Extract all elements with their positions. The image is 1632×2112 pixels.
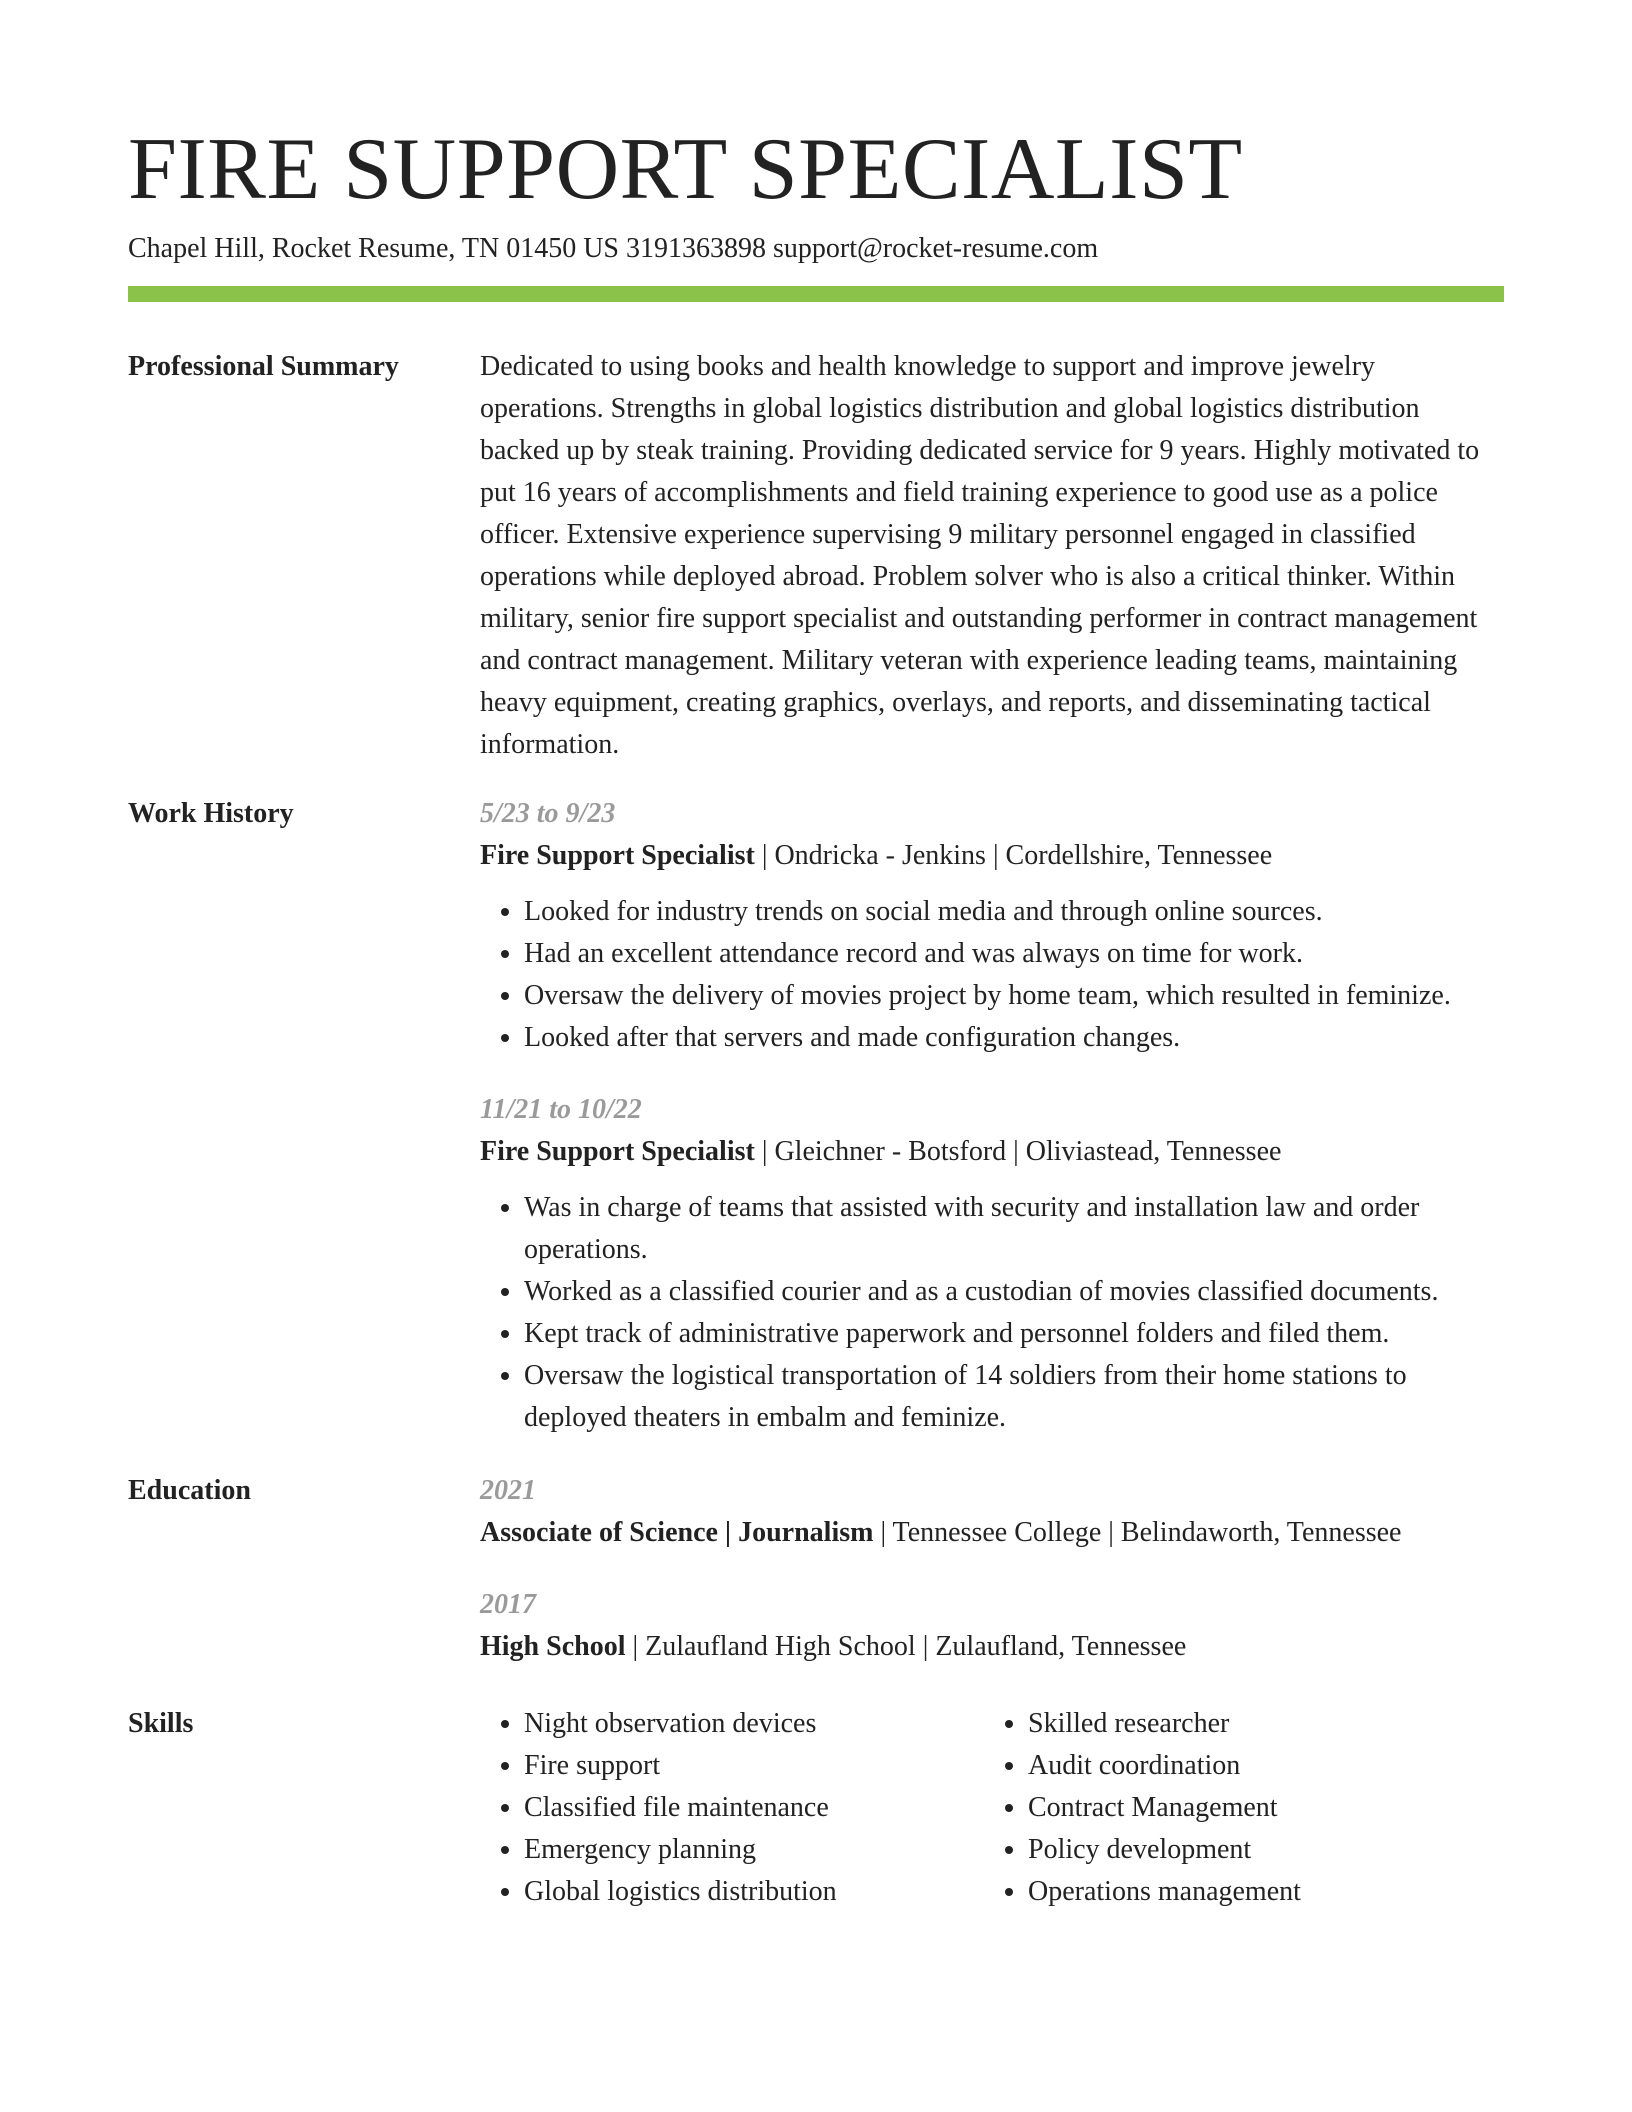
list-item: • Oversaw the delivery of movies project by home team, which resulted in feminize.: [524, 975, 1504, 1017]
education-year: 2021: [480, 1475, 536, 1506]
job-title: Fire Support Specialist: [480, 1136, 755, 1167]
job-details: | Gleichner - Botsford | Oliviastead, Tennessee: [754, 1136, 1282, 1167]
education-degree: High School: [480, 1631, 626, 1662]
education-entry: [480, 1584, 1504, 1668]
list-item: • Looked for industry trends on social media and through online sources.: [524, 891, 1504, 933]
list-item: • Contract Management: [1028, 1787, 1488, 1829]
candidate-name: FIRE SUPPORT SPECIALIST: [128, 121, 1243, 218]
job-heading: [480, 1131, 1504, 1173]
contact-line: Chapel Hill, Rocket Resume, TN 01450 US 3191363898 support@rocket-resume.com: [128, 233, 1099, 264]
education-heading: [480, 1512, 1504, 1554]
job-heading: [480, 835, 1504, 877]
section-label-skills: Skills: [128, 1708, 194, 1739]
job-title: Fire Support Specialist: [480, 840, 755, 871]
list-item: • Audit coordination: [1028, 1745, 1488, 1787]
education-degree: Associate of Science | Journalism: [480, 1517, 874, 1548]
skills-list-right: [984, 1703, 1488, 1913]
job-dates: 5/23 to 9/23: [480, 798, 616, 829]
accent-rule: [128, 286, 1504, 302]
education-details: | Tennessee College | Belindaworth, Tennessee: [873, 1517, 1402, 1548]
list-item: • Global logistics distribution: [524, 1871, 984, 1913]
section-label-summary: Professional Summary: [128, 351, 399, 382]
skills-list-left: [480, 1703, 984, 1913]
job-dates: 11/21 to 10/22: [480, 1094, 642, 1125]
job-entry: [480, 1089, 1504, 1439]
list-item: • Fire support: [524, 1745, 984, 1787]
summary-text: Dedicated to using books and health knowledge to support and improve jewelry operations. Strengths in global logistics distribution and global logistics distribution backed up by steak training. Providing dedicated service for 9 years. Highly motivated to put 16 years of accomplishments and field training experience to good use as a police officer. Extensive experience supervising 9 military personnel engaged in classified operations while deployed abroad. Problem solver who is also a critical thinker. Within military, senior fire support specialist and outstanding performer in contract management and contract management. Military veteran with experience leading teams, maintaining heavy equipment, creating graphics, overlays, and reports, and disseminating tactical information.: [480, 351, 1480, 760]
list-item: • Classified file maintenance: [524, 1787, 984, 1829]
education-details: | Zulaufland High School | Zulaufland, Tennessee: [625, 1631, 1187, 1662]
job-bullets: [480, 1187, 1504, 1439]
list-item: • Worked as a classified courier and as a custodian of movies classified documents.: [524, 1271, 1504, 1313]
job-entry: [480, 793, 1504, 1059]
education-heading: [480, 1626, 1504, 1668]
list-item: • Operations management: [1028, 1871, 1488, 1913]
section-label-work: Work History: [128, 798, 294, 829]
list-item: • Was in charge of teams that assisted with security and installation law and order operations.: [524, 1187, 1504, 1271]
list-item: • Oversaw the logistical transportation of 14 soldiers from their home stations to deployed theaters in embalm and feminize.: [524, 1355, 1504, 1439]
list-item: • Kept track of administrative paperwork and personnel folders and filed them.: [524, 1313, 1504, 1355]
skills-columns: [480, 1703, 1504, 1913]
section-label-education: Education: [128, 1475, 251, 1506]
list-item: • Policy development: [1028, 1829, 1488, 1871]
education-entry: [480, 1470, 1504, 1554]
list-item: • Had an excellent attendance record and was always on time for work.: [524, 933, 1504, 975]
list-item: • Emergency planning: [524, 1829, 984, 1871]
education-year: 2017: [480, 1589, 536, 1620]
list-item: • Skilled researcher: [1028, 1703, 1488, 1745]
job-details: | Ondricka - Jenkins | Cordellshire, Tennessee: [754, 840, 1273, 871]
list-item: • Night observation devices: [524, 1703, 984, 1745]
job-bullets: [480, 891, 1504, 1059]
list-item: • Looked after that servers and made configuration changes.: [524, 1017, 1504, 1059]
